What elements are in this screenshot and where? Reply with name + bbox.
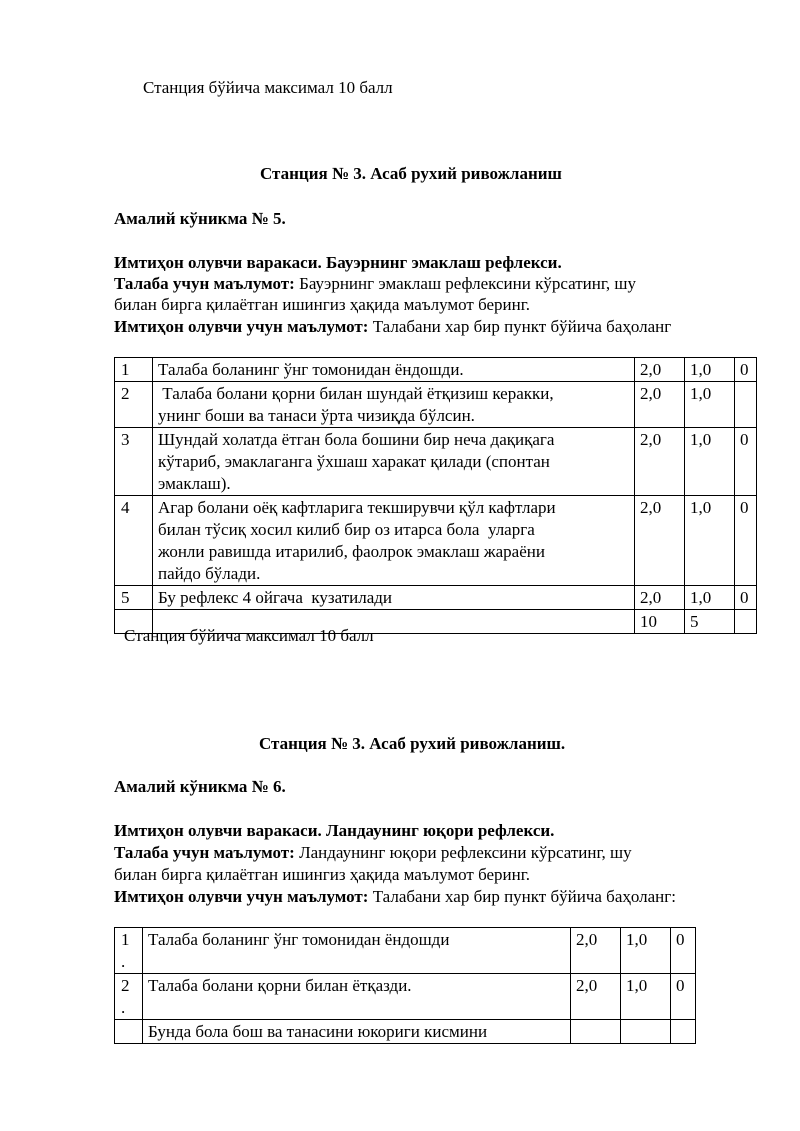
row-text: Бу рефлекс 4 ойгача кузатилади [153, 586, 635, 610]
row-number: 1 [115, 358, 153, 382]
score-mid [621, 1020, 671, 1044]
row-text: Бунда бола бош ва танасини юкориги кисмини [143, 1020, 571, 1044]
sheet-title-2: Имтиҳон олувчи варакаси. Ландаунинг юқори рефлекси. [114, 821, 555, 840]
skill-title-2: Амалий кўникма № 6. [114, 777, 286, 796]
score-max: 2,0 [635, 382, 685, 428]
score-mid: 1,0 [621, 928, 671, 974]
score-zero: 0 [735, 496, 757, 586]
score-zero: 0 [735, 586, 757, 610]
max-score-note-1: Станция бўйича максимал 10 балл [124, 626, 374, 645]
student-info-1-line2: билан бирга қилаётган ишингиз ҳақида маълумот беринг. [114, 295, 531, 314]
row-text: Талаба боланинг ўнг томонидан ёндошди. [153, 358, 635, 382]
table-row [115, 428, 757, 496]
student-info-1 [114, 273, 636, 294]
top-max-score-note: Станция бўйича максимал 10 балл [143, 78, 393, 97]
student-info-label: Талаба учун маълумот: [114, 843, 295, 862]
score-max: 2,0 [635, 428, 685, 496]
examiner-info-label: Имтиҳон олувчи учун маълумот: [114, 887, 369, 906]
table-row [115, 586, 757, 610]
row-text: Талаба болани қорни билан ётқазди. [143, 974, 571, 1020]
student-info-2-line2: билан бирга қилаётган ишингиз ҳақида маълумот беринг. [114, 865, 531, 884]
empty-cell [735, 610, 757, 634]
score-max: 2,0 [571, 928, 621, 974]
score-zero: 0 [735, 358, 757, 382]
score-mid: 1,0 [621, 974, 671, 1020]
row-text: Шундай холатда ётган бола бошини бир неча дақиқага кўтариб, эмаклаганга ўхшаш харакат қилади (спонтан эмаклаш). [153, 428, 635, 496]
table-row [115, 382, 757, 428]
examiner-info-1 [114, 316, 671, 337]
score-zero: 0 [735, 428, 757, 496]
score-mid: 1,0 [685, 428, 735, 496]
score-max: 2,0 [635, 496, 685, 586]
examiner-info-text: Талабани хар бир пункт бўйича баҳоланг [368, 317, 672, 336]
table-row [115, 928, 696, 974]
row-number: 5 [115, 586, 153, 610]
table-row [115, 358, 757, 382]
table-row [115, 974, 696, 1020]
table-row [115, 1020, 696, 1044]
examiner-info-text: Талабани хар бир пункт бўйича баҳоланг: [368, 887, 676, 906]
score-zero [671, 1020, 696, 1044]
score-zero [735, 382, 757, 428]
row-number: 4 [115, 496, 153, 586]
row-text: Талаба болани қорни билан шундай ётқизиш керакки, унинг боши ва танаси ўрта чизиқда бўлсин. [153, 382, 635, 428]
score-mid: 1,0 [685, 496, 735, 586]
score-mid: 1,0 [685, 382, 735, 428]
row-number: 2 [115, 382, 153, 428]
row-number: 3 [115, 428, 153, 496]
row-text: Агар болани оёқ кафтларига текширувчи қўл кафтлари билан тўсиқ хосил килиб бир оз итарса бола уларга жонли равишда итарилиб, фаолрок эмаклаш жараёни пайдо бўлади. [153, 496, 635, 586]
scoring-table-2 [114, 927, 696, 1044]
score-max: 2,0 [571, 974, 621, 1020]
sheet-title-1: Имтиҳон олувчи варакаси. Бауэрнинг эмаклаш рефлекси. [114, 253, 562, 272]
scoring-table-1 [114, 357, 757, 634]
examiner-info-2 [114, 886, 676, 907]
score-zero: 0 [671, 928, 696, 974]
student-info-text: Бауэрнинг эмаклаш рефлексини кўрсатинг, шу [294, 274, 636, 293]
row-text: Талаба боланинг ўнг томонидан ёндошди [143, 928, 571, 974]
examiner-info-label: Имтиҳон олувчи учун маълумот: [114, 317, 369, 336]
total-max: 10 [635, 610, 685, 634]
score-mid: 1,0 [685, 358, 735, 382]
table-row [115, 496, 757, 586]
student-info-label: Талаба учун маълумот: [114, 274, 295, 293]
station-title-2: Станция № 3. Асаб рухий ривожланиш. [259, 734, 566, 753]
row-number: 2 . [115, 974, 143, 1020]
skill-title-1: Амалий кўникма № 5. [114, 209, 286, 228]
score-max [571, 1020, 621, 1044]
score-max: 2,0 [635, 586, 685, 610]
station-title-1: Станция № 3. Асаб рухий ривожланиш [260, 164, 562, 183]
student-info-2 [114, 842, 632, 863]
score-mid: 1,0 [685, 586, 735, 610]
row-number: 1 . [115, 928, 143, 974]
total-mid: 5 [685, 610, 735, 634]
student-info-text: Ландаунинг юқори рефлексини кўрсатинг, шу [294, 843, 632, 862]
row-number [115, 1020, 143, 1044]
score-zero: 0 [671, 974, 696, 1020]
score-max: 2,0 [635, 358, 685, 382]
